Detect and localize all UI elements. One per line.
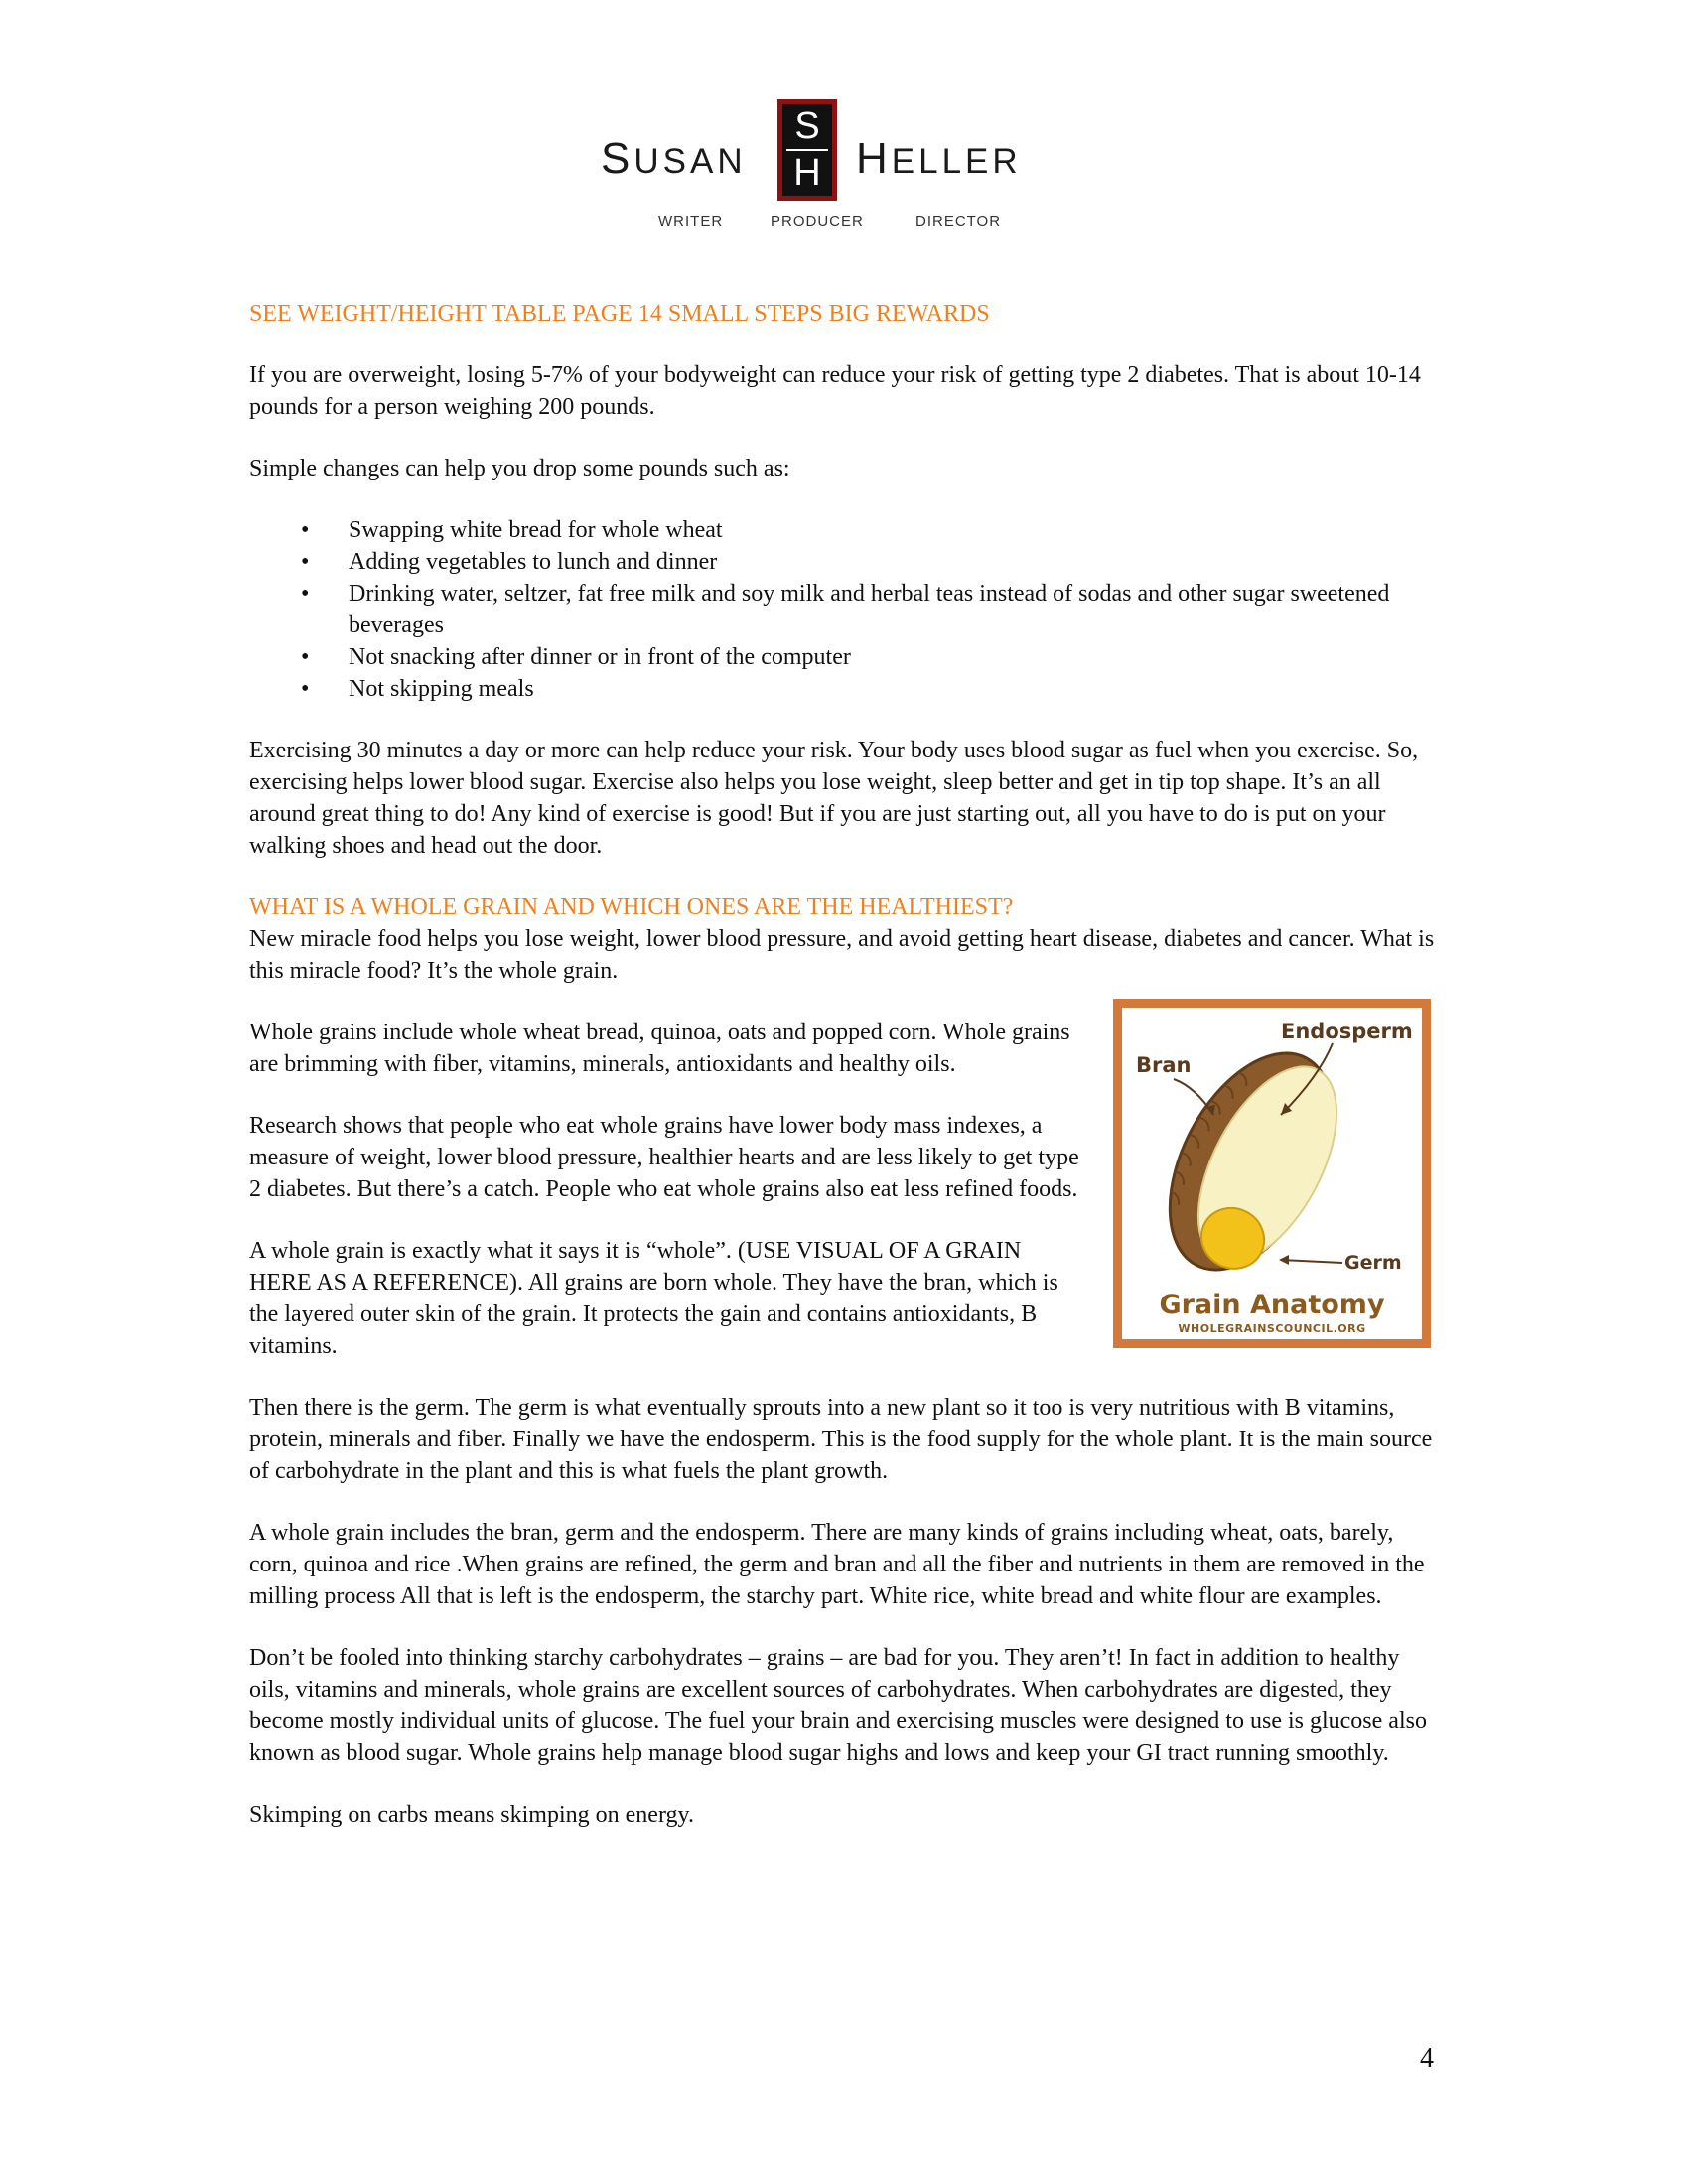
- list-item: • Swapping white bread for whole wheat: [249, 514, 1441, 546]
- germ-arrow: [1281, 1260, 1342, 1263]
- document-body: [249, 298, 1441, 1831]
- paragraph-refined-grains: A whole grain includes the bran, germ and the endosperm. There are many kinds of grains including wheat, oats, barely, corn, quinoa and rice .When grains are refined, the germ and bran and all the fiber and nutrients in them are removed in the milling process All that is left is the endosperm, the starchy part. White rice, white bread and white flour are examples.: [249, 1520, 1425, 1609]
- paragraph-whole-grains-include: Whole grains include whole wheat bread, quinoa, oats and popped corn. Whole grains are brimming with fiber, vitamins, minerals, antioxidants and healthy oils.: [249, 1020, 1070, 1077]
- monogram-bottom-letter: H: [793, 152, 821, 194]
- bullet-icon: •: [301, 517, 310, 543]
- bullet-icon: •: [301, 549, 310, 575]
- bullet-icon: •: [301, 581, 310, 607]
- paragraph-research: Research shows that people who eat whole grains have lower body mass indexes, a measure of weight, lower blood pressure, healthier hearts and are less likely to get type 2 diabetes. But there’s a catch. People who eat whole grains also eat less refined foods.: [249, 1113, 1079, 1202]
- grain-anatomy-figure: [1113, 999, 1431, 1352]
- paragraph-overweight: If you are overweight, losing 5-7% of your bodyweight can reduce your risk of getting type 2 diabetes. That is about 10-14 pounds for a person weighing 200 pounds.: [249, 362, 1421, 420]
- bullet-icon: •: [301, 676, 310, 702]
- letterhead-role-producer: PRODUCER: [771, 213, 864, 230]
- letterhead: [0, 0, 1688, 248]
- paragraph-miracle-food: New miracle food helps you lose weight, lower blood pressure, and avoid getting heart disease, diabetes and cancer. What is this miracle food? It’s the whole grain.: [249, 926, 1435, 984]
- monogram-top-letter: S: [794, 105, 820, 147]
- paragraph-exercise: Exercising 30 minutes a day or more can help reduce your risk. Your body uses blood sugar as fuel when you exercise. So, exercising helps lower blood sugar. Exercise also helps you lose weight, sleep better and get in tip top shape. It’s an all around great thing to do! Any kind of exercise is good! But if you are just starting out, all you have to do is put on your walking shoes and head out the door.: [249, 738, 1419, 859]
- figure-source: WHOLEGRAINSCOUNCIL.ORG: [1178, 1322, 1366, 1335]
- letterhead-last-name: HELLER: [856, 134, 1022, 183]
- endosperm-label: Endosperm: [1281, 1020, 1413, 1043]
- bullet-list: [249, 514, 1441, 705]
- list-item: • Not snacking after dinner or in front of the computer: [249, 641, 1441, 673]
- bullet-icon: •: [301, 644, 310, 670]
- germ-label: Germ: [1344, 1252, 1402, 1274]
- monogram-logo: [777, 99, 837, 201]
- paragraph-simple-changes: Simple changes can help you drop some pounds such as:: [249, 456, 790, 481]
- list-item: • Not skipping meals: [249, 673, 1441, 705]
- letterhead-first-name: SUSAN: [601, 134, 747, 183]
- letterhead-role-writer: WRITER: [658, 213, 724, 230]
- bran-label: Bran: [1136, 1053, 1192, 1077]
- list-item: • Drinking water, seltzer, fat free milk and soy milk and herbal teas instead of sodas and other sugar sweetened beverages: [249, 578, 1441, 641]
- page-number: 4: [1420, 2043, 1434, 2074]
- figure-title: Grain Anatomy: [1159, 1290, 1385, 1320]
- paragraph-whole-grain-definition: A whole grain is exactly what it says it is “whole”. (USE VISUAL OF A GRAIN HERE AS A REFERENCE). All grains are born whole. They have the bran, which is the layered outer skin of the grain. It protects the gain and contains antioxidants, B vitamins.: [249, 1238, 1058, 1359]
- paragraph-carbohydrates: Don’t be fooled into thinking starchy carbohydrates – grains – are bad for you. They aren’t! In fact in addition to healthy oils, vitamins and minerals, whole grains are excellent sources of carbohydrates. When carbohydrates are digested, they become mostly individual units of glucose. The fuel your brain and exercising muscles were designed to use is glucose also known as blood sugar. Whole grains help manage blood sugar highs and lows and keep your GI tract running smoothly.: [249, 1645, 1427, 1766]
- grain-anatomy-frame: [1113, 999, 1431, 1348]
- section-heading-whole-grain: WHAT IS A WHOLE GRAIN AND WHICH ONES ARE THE HEALTHIEST?: [249, 894, 1014, 920]
- letterhead-role-director: DIRECTOR: [915, 213, 1002, 230]
- paragraph-skimping: Skimping on carbs means skimping on energy.: [249, 1802, 694, 1828]
- paragraph-germ: Then there is the germ. The germ is what eventually sprouts into a new plant so it too is very nutritious with B vitamins, protein, minerals and fiber. Finally we have the endosperm. This is the food supply for the whole plant. It is the main source of carbohydrate in the plant and this is what fuels the plant growth.: [249, 1395, 1433, 1484]
- list-item: • Adding vegetables to lunch and dinner: [249, 546, 1441, 578]
- section-heading-weight-table: SEE WEIGHT/HEIGHT TABLE PAGE 14 SMALL STEPS BIG REWARDS: [249, 301, 990, 327]
